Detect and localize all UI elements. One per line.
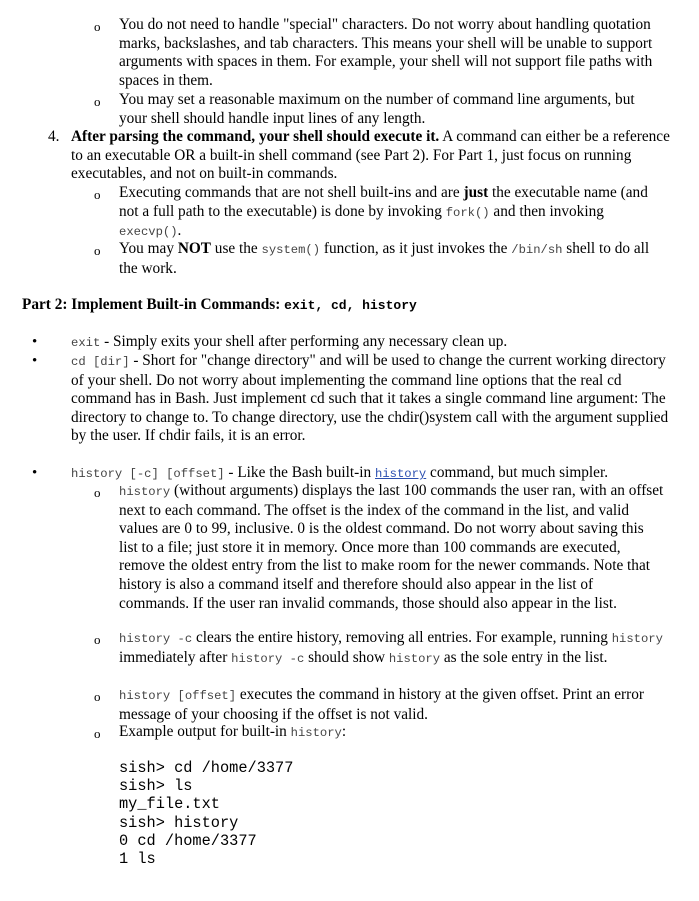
history-link[interactable]: history (375, 467, 427, 481)
text: : (341, 723, 347, 740)
code-history-offset: history [offset] (119, 689, 237, 703)
text-bold: NOT (177, 240, 211, 257)
heading-text: Part 2: Implement Built-in Commands: (22, 296, 285, 313)
code-system: system() (261, 243, 321, 257)
sub-bullet-marker: o (94, 689, 101, 704)
text: executes the command in history at the given offset. Print an error message of your choosing if the offset is not valid. (119, 686, 644, 723)
text: as the sole entry in the list. (440, 648, 608, 666)
item4-rest: A command can either be a reference to an executable OR a built-in shell command (see Part 2). For Part 1, just focus on running executables, and not on built-in commands. (71, 128, 670, 183)
text: and then invoking (489, 202, 604, 220)
heading-code: exit, cd, history (284, 298, 417, 313)
item4-bold: After parsing the command, your shell should execute it. (71, 128, 440, 145)
sub-bullet-marker: o (94, 94, 101, 109)
text: shell to do all the work. (119, 240, 650, 277)
sub-item-exec (119, 184, 664, 242)
code-cd: cd [dir] (71, 355, 130, 369)
text: - Simply exits your shell after performing any necessary clean up. (100, 333, 508, 350)
code-history: history (290, 726, 342, 740)
section-heading (22, 296, 417, 316)
text: . (177, 222, 182, 240)
sub-item-max-args: You may set a reasonable maximum on the number of command line arguments, but your shell should handle input lines of any length. (119, 91, 635, 127)
code-history-usage: history [-c] [offset] (71, 467, 225, 481)
text: - Short for "change directory" and will be used to change the current working directory of your shell. Do not worry about implementing the command line options that the real cd command has in Bash. Just implement cd such that it takes a single command line argument: The directory to change to. To change directory, use the chdir()system call with the argument supplied by the user. If chdir fails, it is an error. (71, 352, 669, 445)
code-history-c: history -c (231, 651, 305, 666)
sub-item-history-offset (119, 686, 664, 724)
text: function, as it just invokes the (320, 240, 512, 257)
bullet-history (71, 464, 671, 484)
text: the executable name (and not a full path to the executable) is done by invoking (119, 184, 648, 220)
text: Example output for built-in (119, 723, 291, 740)
text: use the (210, 240, 262, 257)
code-bin-sh: /bin/sh (511, 243, 563, 257)
text: Executing commands that are not shell built-ins and are (119, 184, 464, 201)
code-history: history (611, 632, 663, 646)
bullet-exit (71, 333, 671, 353)
text: - Like the Bash built-in (224, 464, 375, 481)
list-item-execute (71, 128, 671, 184)
sub-item-history-list (119, 482, 664, 613)
text: (without arguments) displays the last 100 commands the user ran, with an offset next to each command. The offset is the index of the command in the list, and valid values are 0 to 99, inclusive. 0 is the oldest command. Do not worry about saving this list to a file; just store it in memory. Once more than 100 commands are executed, remove the oldest entry from the list to make room for the newer commands. Note that history is also a command itself and therefore should also appear in the list of commands. If the user ran invalid commands, those should also appear in the list. (119, 482, 664, 612)
sub-bullet-marker: o (94, 187, 101, 202)
bullet-marker: • (32, 465, 38, 481)
bullet-marker: • (32, 353, 38, 369)
code-line: sish> ls (119, 777, 193, 796)
sub-bullet-marker: o (94, 19, 101, 34)
text: should show (304, 648, 389, 666)
code-line: sish> history (119, 813, 239, 832)
list-number: 4. (48, 128, 60, 145)
sub-bullet-marker: o (94, 485, 101, 500)
text: clears the entire history, removing all entries. For example, running (192, 629, 612, 646)
sub-bullet-marker: o (94, 243, 101, 258)
text: command, but much simpler. (426, 464, 609, 481)
bullet-cd (71, 352, 671, 446)
sub-item-history-clear (119, 629, 664, 668)
code-history-c: history -c (119, 632, 193, 646)
code-history: history (119, 485, 171, 499)
code-line: 1 ls (119, 850, 156, 869)
text: immediately after (119, 648, 232, 666)
code-line: 0 cd /home/3377 (119, 831, 257, 850)
text-bold: just (463, 184, 489, 201)
code-history: history (388, 651, 441, 666)
example-code-block (119, 759, 293, 868)
code-execvp: execvp() (119, 225, 178, 240)
sub-item-history-example (119, 723, 664, 743)
sub-bullet-marker: o (94, 726, 101, 741)
code-exit: exit (71, 336, 101, 350)
code-line: my_file.txt (119, 795, 220, 814)
sub-bullet-marker: o (94, 632, 101, 647)
text: You may (119, 240, 178, 257)
bullet-marker: • (32, 334, 38, 350)
sub-item-special-chars: You do not need to handle "special" characters. Do not worry about handling quotation marks, backslashes, and tab characters. This means your shell will be unable to support arguments with spaces in them. For example, your shell will not support file paths with spaces in them. (119, 16, 653, 89)
code-fork: fork() (445, 205, 490, 220)
sub-item-system (119, 240, 664, 278)
code-line: sish> cd /home/3377 (119, 759, 294, 777)
